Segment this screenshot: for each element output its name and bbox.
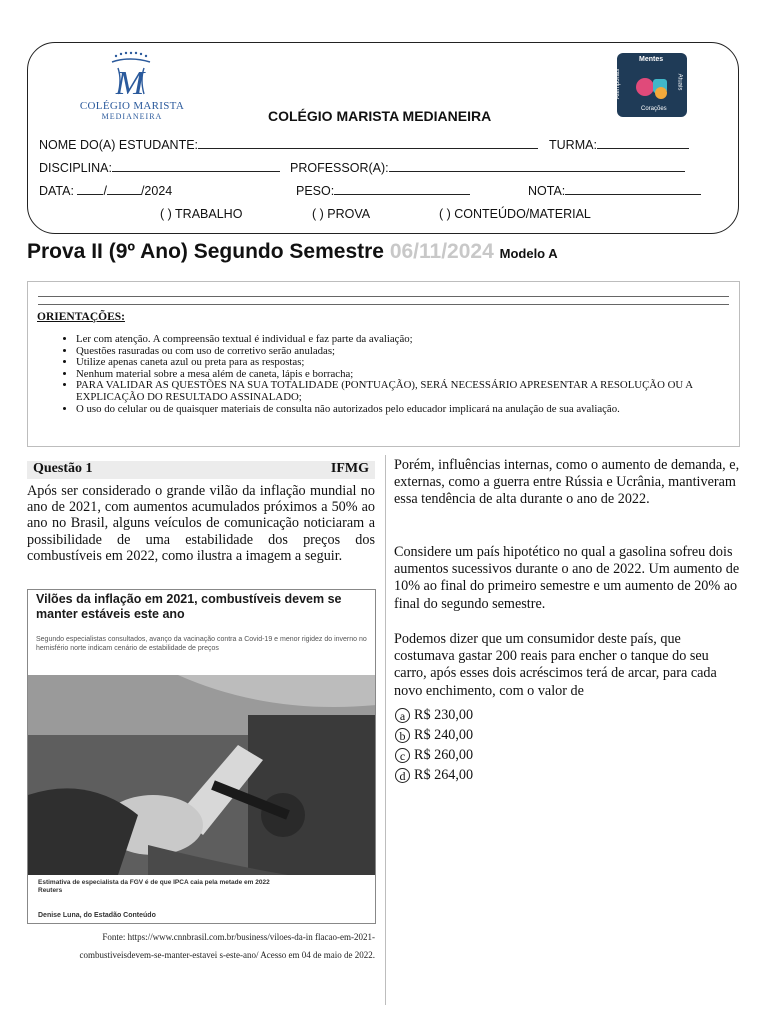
option-letter-circle: b: [395, 728, 410, 743]
orientations-list: [60, 334, 736, 415]
badge-word-atemporais: Atemporais: [615, 68, 622, 100]
subject-field[interactable]: [39, 161, 280, 175]
answer-line-2: [38, 304, 729, 305]
question-paragraph-3: Podemos dizer que um consumidor deste país, que costumava gastar 200 reais para encher o tanque do seu carro, após esses dois acréscimos terá de arcar, para cada novo enchimento, com o valor de: [394, 631, 717, 699]
option-d[interactable]: [395, 766, 473, 784]
class-label: TURMA:: [549, 138, 597, 152]
date-day-line: [77, 184, 103, 195]
news-credit: Denise Luna, do Estadão Conteúdo: [38, 912, 156, 919]
student-name-line: [198, 138, 538, 149]
date-label: DATA:: [39, 184, 74, 198]
grade-line: [565, 184, 701, 195]
news-caption-text: Estimativa de especialista da FGV é de que IPCA caia pela metade em 2022: [38, 879, 270, 886]
svg-text:M: M: [115, 65, 145, 102]
answer-line-1: [38, 296, 729, 297]
option-text: R$ 230,00: [414, 707, 474, 723]
fuel-nozzle-photo: [28, 675, 376, 875]
date-year: /2024: [140, 184, 173, 198]
option-letter-circle: d: [395, 768, 410, 783]
badge-word-mentes: Mentes: [639, 56, 664, 63]
checkbox-work[interactable]: ( ) TRABALHO: [160, 207, 243, 221]
exam-title: Prova II (9º Ano) Segundo Semestre: [27, 240, 384, 263]
orientation-item: • Ler com atenção. A compreensão textual é individual e faz parte da avaliação;: [76, 334, 736, 346]
source-line-2: combustiveisdevem-se-manter-estavei s-este-ano/ Acesso em 04 de maio de 2022.: [79, 950, 375, 960]
news-caption: [38, 879, 358, 895]
school-title: COLÉGIO MARISTA MEDIANEIRA: [268, 108, 492, 124]
question-header: [27, 461, 375, 479]
school-logo: [72, 50, 192, 124]
exam-model: Modelo A: [499, 246, 558, 261]
question-source-tag: IFMG: [330, 461, 369, 476]
orientation-item: • O uso do celular ou de quaisquer materiais de consulta não autorizados pelo educador implicará na anulação de sua avaliação.: [76, 404, 736, 416]
orientation-item: • Nenhum material sobre a mesa além de caneta, lápis e borracha;: [76, 369, 736, 381]
date-field[interactable]: DATA: / /2024: [39, 184, 173, 198]
logo-text-line1: COLÉGIO MARISTA: [79, 100, 185, 112]
question-paragraph-1: Porém, influências internas, como o aumento de demanda, e, externas, como a guerra entre Rússia e Ucrânia, mantiveram essa tendência de alta durante o ano de 2022.: [394, 457, 740, 508]
teacher-label: PROFESSOR(A):: [290, 161, 389, 175]
news-image: [27, 589, 376, 924]
question-number: Questão 1: [33, 461, 93, 476]
option-letter-circle: c: [395, 748, 410, 763]
checkbox-exam[interactable]: ( ) PROVA: [312, 207, 371, 221]
grade-field[interactable]: [528, 184, 701, 198]
option-b[interactable]: [395, 726, 473, 744]
news-subtitle: Segundo especialistas consultados, avanço da vacinação contra a Covid-19 e menor rigidez do inverno no hemisfério norte indicam cenário de estabilidade de preços: [36, 636, 367, 652]
subject-label: DISCIPLINA:: [39, 161, 112, 175]
exam-title-row: [27, 240, 558, 264]
badge-word-atuais: Atuais: [676, 73, 683, 91]
option-letter-circle: a: [395, 708, 410, 723]
option-a[interactable]: [395, 706, 473, 724]
weight-line: [334, 184, 470, 195]
option-text: R$ 264,00: [414, 767, 474, 783]
orientation-item: • Utilize apenas caneta azul ou preta para as respostas;: [76, 357, 736, 369]
question-intro: Após ser considerado o grande vilão da inflação mundial no ano de 2021, com aumentos acumulados próximos a 50% ao ano no Brasil, alguns veículos de comunicação noticiaram a possibilidade de uma estabilidade dos preços dos combustíveis em 2022, como ilustra a imagem a seguir.: [27, 483, 375, 564]
orientation-item: • Questões rasuradas ou com uso de corretivo serão anuladas;: [76, 346, 736, 358]
grade-label: NOTA:: [528, 184, 566, 198]
column-divider: [385, 455, 386, 1005]
teacher-field[interactable]: [290, 161, 685, 175]
checkbox-content[interactable]: ( ) CONTEÚDO/MATERIAL: [439, 207, 591, 221]
teacher-line: [389, 161, 685, 172]
orientations-title: ORIENTAÇÕES:: [37, 311, 125, 323]
badge-word-coracoes: Corações: [641, 106, 667, 112]
weight-field[interactable]: [296, 184, 470, 198]
student-name-field[interactable]: [39, 138, 538, 152]
option-c[interactable]: [395, 746, 473, 764]
option-text: R$ 240,00: [414, 727, 474, 743]
mentes-badge: [617, 53, 687, 117]
class-field[interactable]: [549, 138, 689, 152]
logo-text-line2: MEDIANEIRA: [101, 112, 163, 121]
news-caption-agency: Reuters: [38, 887, 63, 894]
exam-date: 06/11/2024: [389, 240, 494, 263]
news-headline: Vilões da inflação em 2021, combustíveis devem se manter estáveis este ano: [36, 592, 342, 621]
orientation-item: • PARA VALIDAR AS QUESTÕES NA SUA TOTALIDADE (PONTUAÇÃO), SERÁ NECESSÁRIO APRESENTAR A RESOLUÇÃO OU A EXPLICAÇÃO DO RESULTADO ASSINALADO;: [76, 380, 736, 403]
student-name-label: NOME DO(A) ESTUDANTE:: [39, 138, 199, 152]
question-paragraph-2: Considere um país hipotético no qual a gasolina sofreu dois aumentos sucessivos durante o ano de 2022. Um aumento de 10% ao final do primeiro semestre e um aumento de 20% ao final do segundo semestre.: [394, 544, 740, 612]
class-line: [597, 138, 689, 149]
weight-label: PESO:: [296, 184, 335, 198]
source-line-1: Fonte: https://www.cnnbrasil.com.br/business/viloes-da-in flacao-em-2021-: [102, 932, 375, 942]
option-text: R$ 260,00: [414, 747, 474, 763]
date-month-line: [107, 184, 141, 195]
image-source: [27, 928, 375, 964]
subject-line: [112, 161, 280, 172]
